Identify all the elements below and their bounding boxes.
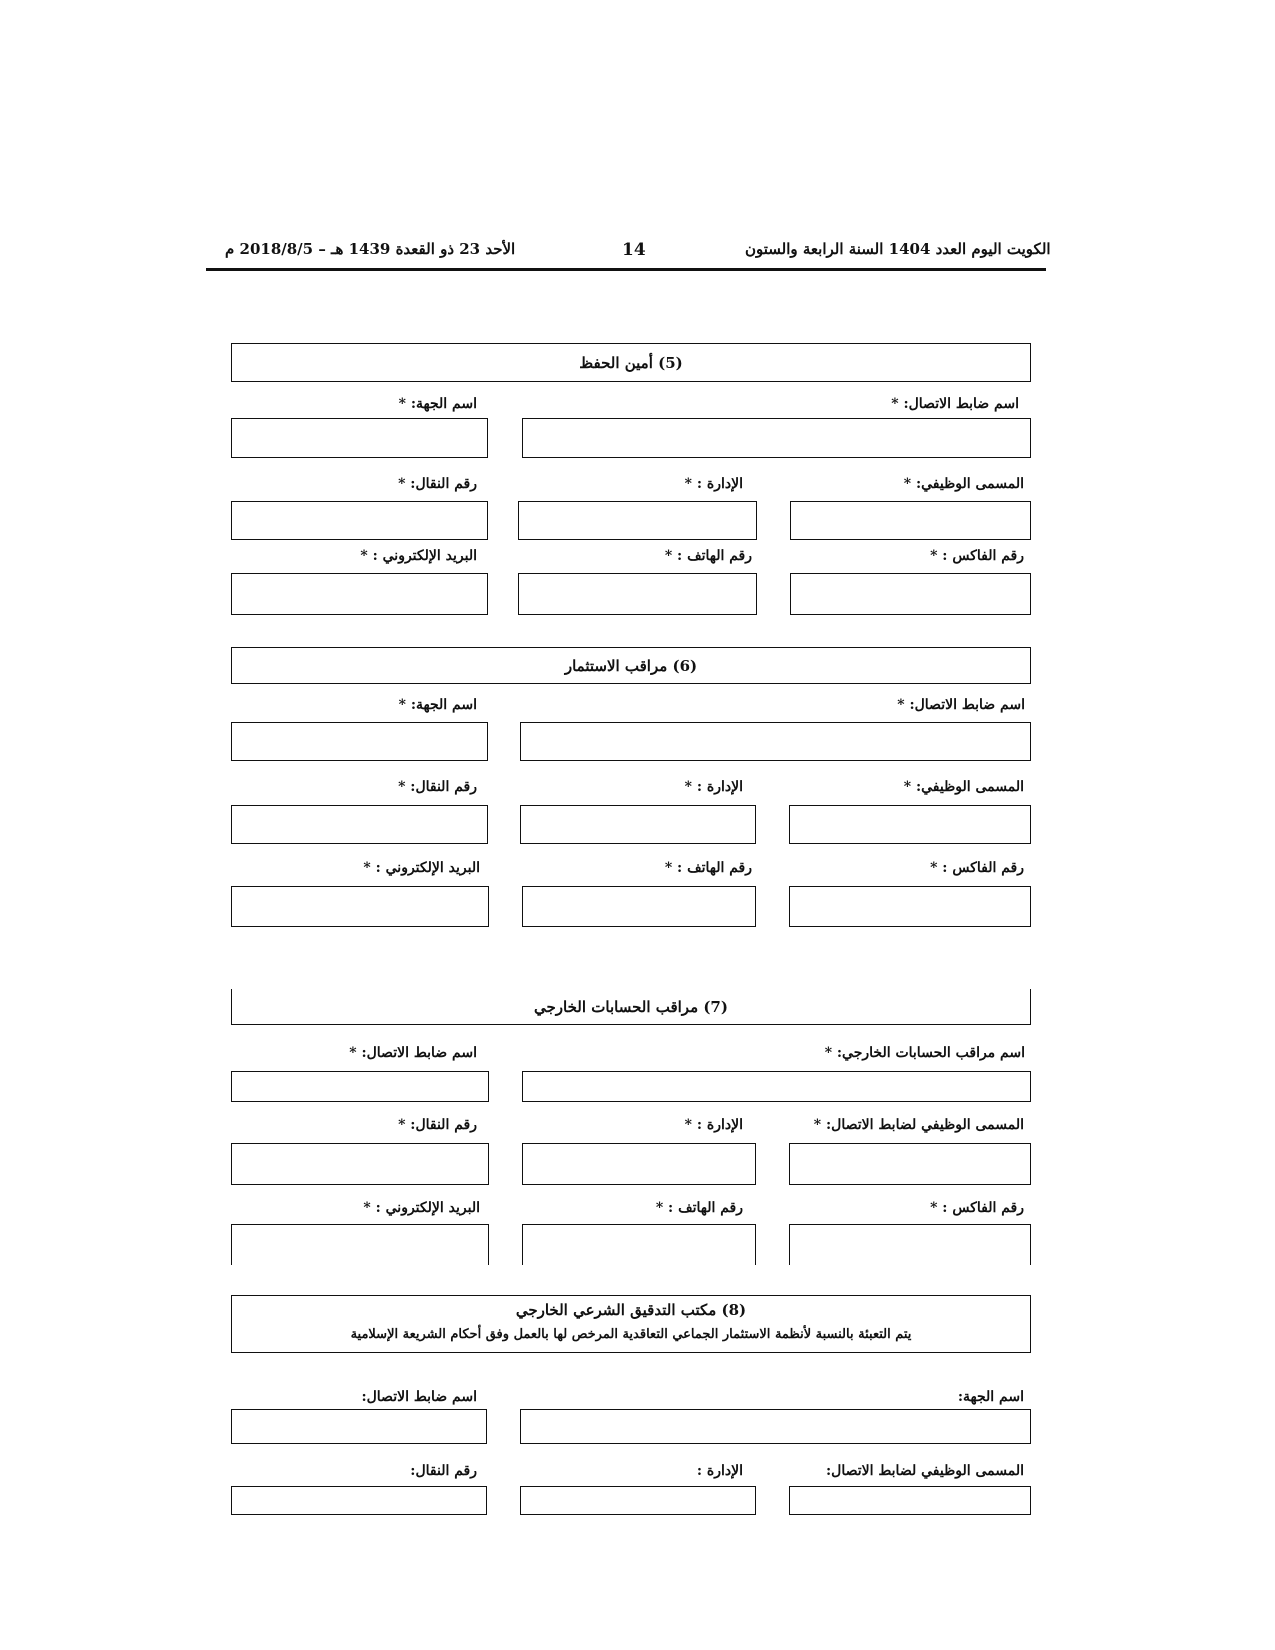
s5-job-title-label: المسمى الوظيفي: * (903, 476, 1024, 492)
section-5-title-box (231, 343, 1031, 382)
s6-phone-field[interactable] (522, 886, 756, 927)
s6-department-label: الإدارة : * (684, 779, 743, 795)
s5-department-label: الإدارة : * (684, 476, 743, 492)
s7-mobile-label: رقم النقال: * (398, 1117, 477, 1133)
s5-phone-field[interactable] (518, 573, 757, 615)
s6-phone-label: رقم الهاتف : * (664, 860, 752, 876)
s7-contact-officer-label: اسم ضابط الاتصال: * (349, 1045, 477, 1061)
s8-department-label: الإدارة : (696, 1463, 743, 1479)
s8-job-title-label: المسمى الوظيفي لضابط الاتصال: (825, 1463, 1024, 1479)
s7-mobile-field[interactable] (231, 1143, 489, 1185)
s6-fax-label: رقم الفاكس : * (930, 860, 1024, 876)
header-rule (206, 268, 1046, 271)
s7-job-title-label: المسمى الوظيفي لضابط الاتصال: * (813, 1117, 1024, 1133)
s5-mobile-field[interactable] (231, 501, 488, 540)
section-5-title: (5) أمين الحفظ (579, 354, 683, 372)
s5-department-field[interactable] (518, 501, 757, 540)
s6-entity-name-label: اسم الجهة: * (398, 697, 477, 713)
s6-job-title-field[interactable] (789, 805, 1031, 844)
s8-entity-name-field[interactable] (520, 1409, 1031, 1444)
s8-mobile-label: رقم النقال: (410, 1463, 477, 1479)
s6-mobile-field[interactable] (231, 805, 488, 844)
s6-email-label: البريد الإلكتروني : * (363, 860, 480, 876)
s8-job-title-field[interactable] (789, 1486, 1031, 1515)
s5-phone-label: رقم الهاتف : * (664, 548, 752, 564)
s5-email-label: البريد الإلكتروني : * (360, 548, 477, 564)
s6-job-title-label: المسمى الوظيفي: * (903, 779, 1024, 795)
section-6-title-box (231, 647, 1031, 684)
s7-job-title-field[interactable] (789, 1143, 1031, 1185)
s5-contact-officer-field[interactable] (522, 418, 1031, 458)
section-7-title-box (231, 989, 1031, 1025)
s8-mobile-field[interactable] (231, 1486, 487, 1515)
s8-contact-officer-label: اسم ضابط الاتصال: (361, 1389, 477, 1405)
s7-fax-label: رقم الفاكس : * (930, 1200, 1024, 1216)
s6-entity-name-field[interactable] (231, 722, 488, 761)
s6-contact-officer-field[interactable] (520, 722, 1031, 761)
s5-fax-label: رقم الفاكس : * (930, 548, 1024, 564)
s5-entity-name-field[interactable] (231, 418, 488, 458)
section-8-title: (8) مكتب التدقيق الشرعي الخارجي (515, 1301, 747, 1319)
s5-entity-name-label: اسم الجهة: * (398, 396, 477, 412)
section-8-note: يتم التعبئة بالنسبة لأنظمة الاستثمار الجماعي التعاقدية المرخص لها بالعمل وفق أحكام الشريعة الإسلامية (350, 1327, 912, 1342)
s8-contact-officer-field[interactable] (231, 1409, 487, 1444)
s6-department-field[interactable] (520, 805, 756, 844)
publication-issue: الكويت اليوم العدد 1404 السنة الرابعة والستون (745, 240, 1051, 258)
s5-job-title-field[interactable] (790, 501, 1031, 540)
s7-department-label: الإدارة : * (684, 1117, 743, 1133)
s5-fax-field[interactable] (790, 573, 1031, 615)
section-6-title: (6) مراقب الاستثمار (564, 657, 698, 675)
s7-contact-officer-field[interactable] (231, 1071, 489, 1102)
s6-contact-officer-label: اسم ضابط الاتصال: * (897, 697, 1025, 713)
s6-mobile-label: رقم النقال: * (398, 779, 477, 795)
section-7-title: (7) مراقب الحسابات الخارجي (534, 998, 728, 1016)
s7-auditor-name-label: اسم مراقب الحسابات الخارجي: * (824, 1045, 1025, 1061)
s5-mobile-label: رقم النقال: * (398, 476, 477, 492)
page-number: 14 (622, 240, 646, 260)
s5-email-field[interactable] (231, 573, 488, 615)
s8-entity-name-label: اسم الجهة: (957, 1389, 1024, 1405)
s7-phone-field[interactable] (522, 1224, 756, 1265)
s8-department-field[interactable] (520, 1486, 756, 1515)
s7-auditor-name-field[interactable] (522, 1071, 1031, 1102)
issue-date: الأحد 23 ذو القعدة 1439 هـ – 2018/8/5 م (225, 240, 516, 258)
s7-department-field[interactable] (522, 1143, 756, 1185)
s7-phone-label: رقم الهاتف : * (655, 1200, 743, 1216)
s5-contact-officer-label: اسم ضابط الاتصال: * (891, 396, 1019, 412)
s7-email-field[interactable] (231, 1224, 489, 1265)
s6-fax-field[interactable] (789, 886, 1031, 927)
s7-email-label: البريد الإلكتروني : * (363, 1200, 480, 1216)
s7-fax-field[interactable] (789, 1224, 1031, 1265)
s6-email-field[interactable] (231, 886, 489, 927)
section-8-title-box (231, 1295, 1031, 1353)
